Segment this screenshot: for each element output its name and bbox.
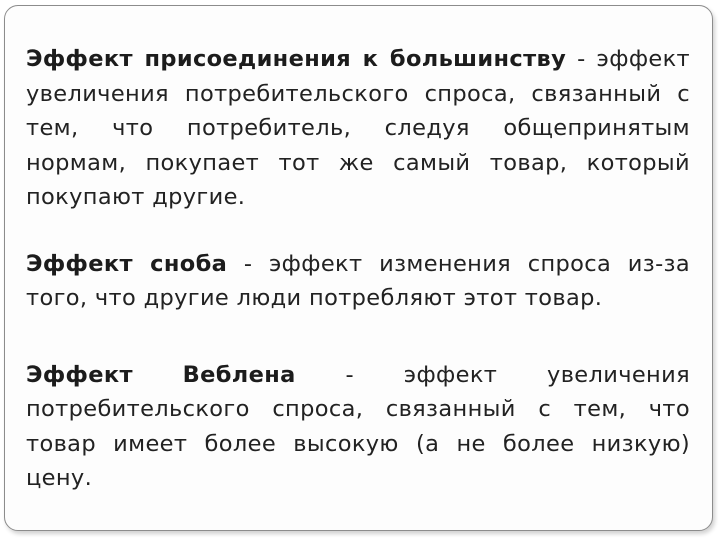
slide-content — [26, 42, 690, 496]
separator: - — [227, 250, 269, 277]
separator: - — [345, 361, 354, 388]
definition-veblen-effect — [26, 358, 690, 496]
definition-text-word-1: эффект — [403, 361, 498, 388]
definition-bandwagon-effect — [26, 42, 690, 215]
definition-text: потребительского спроса, связанный с тем, что товар имеет более высокую (а не более низкую) цену. — [26, 396, 690, 491]
separator: - — [566, 46, 597, 72]
definition-snob-effect — [26, 247, 690, 316]
definition-text: эффект изменения спроса из-за того, что другие люди потребляют этот товар. — [26, 250, 690, 311]
definition-text: эффект увеличения потребительского спроса, связанный с тем, что потребитель, следуя общепринятым нормам, покупает тот же самый товар, который покупают другие. — [26, 46, 690, 210]
term-snob-effect: Эффект сноба — [26, 250, 228, 277]
veblen-first-line — [26, 358, 690, 393]
term-bandwagon-effect: Эффект присоединения к большинству — [26, 46, 567, 72]
definition-text-word-2: увеличения — [547, 361, 690, 388]
term-veblen-word-2: Веблена — [182, 361, 296, 388]
term-veblen-word-1: Эффект — [26, 361, 133, 388]
